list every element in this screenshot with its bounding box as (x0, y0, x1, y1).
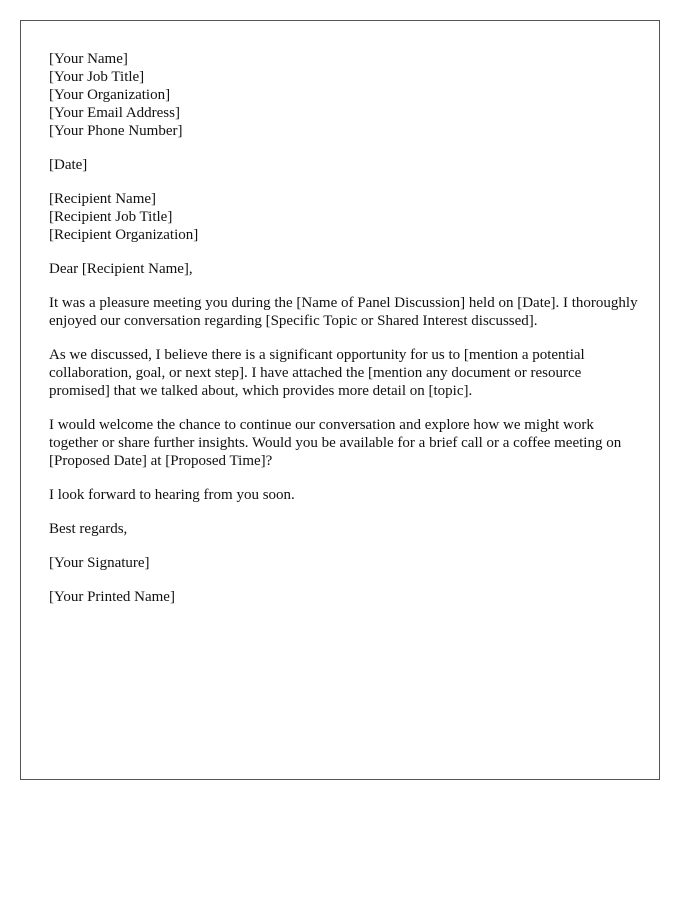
signature: [Your Signature] (49, 555, 150, 571)
body-paragraph-3: I would welcome the chance to continue our conversation and explore how we might work together or share further insights. Would you be available for a brief call or a coffee meeting on [Proposed Date] at [Proposed Time]? (49, 417, 622, 469)
body-paragraph-2: As we discussed, I believe there is a significant opportunity for us to [mention a potential collaboration, goal, or next step]. I have attached the [mention any document or resource promised] that we talked about, which provides more detail on [topic]. (49, 347, 585, 399)
letter-content (49, 50, 639, 622)
sender-email: [Your Email Address] (49, 105, 180, 121)
letter-page (20, 20, 660, 780)
body-paragraph-1: It was a pleasure meeting you during the [Name of Panel Discussion] held on [Date]. I thoroughly enjoyed our conversation regarding [Specific Topic or Shared Interest discussed]. (49, 295, 638, 329)
letter-date: [Date] (49, 157, 88, 173)
sender-job-title: [Your Job Title] (49, 69, 145, 85)
body-paragraph-4: I look forward to hearing from you soon. (49, 487, 295, 503)
sender-block (49, 50, 639, 140)
date-block (49, 156, 639, 174)
closing: Best regards, (49, 521, 128, 537)
sender-organization: [Your Organization] (49, 87, 171, 103)
recipient-job-title: [Recipient Job Title] (49, 209, 173, 225)
sender-phone: [Your Phone Number] (49, 123, 183, 139)
salutation: Dear [Recipient Name], (49, 261, 193, 277)
printed-name: [Your Printed Name] (49, 589, 175, 605)
recipient-name: [Recipient Name] (49, 191, 157, 207)
recipient-organization: [Recipient Organization] (49, 227, 199, 243)
recipient-block (49, 190, 639, 244)
sender-name: [Your Name] (49, 51, 128, 67)
